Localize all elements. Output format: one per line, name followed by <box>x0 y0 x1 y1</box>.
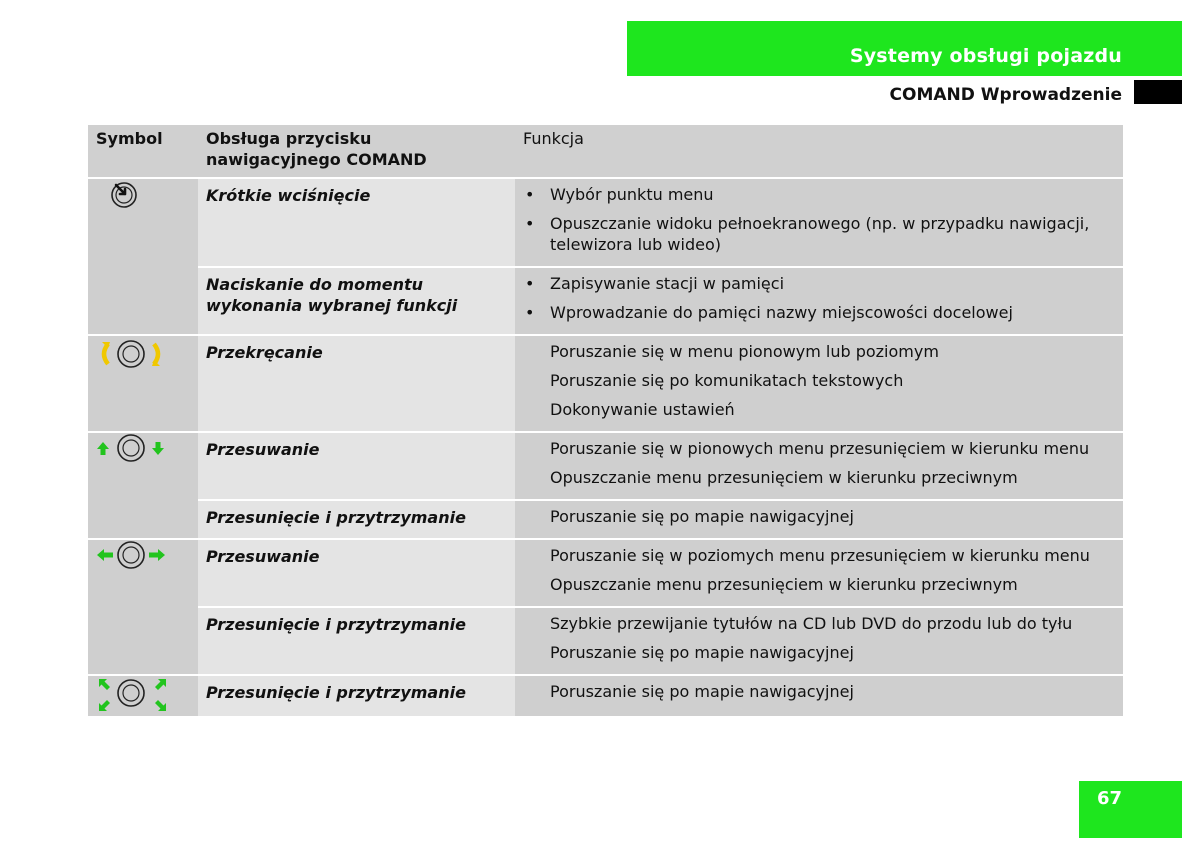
function-item: Opuszczanie menu przesunięciem w kierunku przeciwnym <box>550 575 1018 594</box>
function-item: • Zapisywanie stacji w pamięci <box>523 272 1115 301</box>
table-row <box>88 335 1123 432</box>
controller-table <box>88 125 1123 716</box>
column-header-symbol: Symbol <box>96 129 163 148</box>
table-row <box>88 267 1123 335</box>
column-header-function: Funkcja <box>523 129 584 148</box>
operation-label: Naciskanie do momentu wykonania wybranej funkcji <box>206 275 458 315</box>
operation-label: Przesuwanie <box>206 547 320 566</box>
column-header-operation: Obsługa przycisku nawigacyjnego COMAND <box>206 129 427 169</box>
section-header-bar <box>627 21 1182 76</box>
operation-label: Przesunięcie i przytrzymanie <box>206 508 466 527</box>
table-row <box>88 675 1123 716</box>
function-item: Poruszanie się po mapie nawigacyjnej <box>550 643 854 662</box>
subsection-title: COMAND Wprowadzenie <box>889 85 1122 105</box>
rotate-icon <box>88 336 198 372</box>
function-item: • Wprowadzanie do pamięci nazwy miejscowości docelowej <box>523 301 1115 330</box>
function-item: Poruszanie się w pionowych menu przesunięciem w kierunku menu <box>550 439 1090 458</box>
press-icon <box>88 179 198 215</box>
table-header-row <box>88 125 1123 178</box>
function-item: Szybkie przewijanie tytułów na CD lub DVD do przodu lub do tyłu <box>550 614 1073 633</box>
function-item: • Opuszczanie widoku pełnoekranowego (np. w przypadku nawigacji, telewizora lub wideo) <box>523 212 1115 262</box>
function-item: Poruszanie się po mapie nawigacyjnej <box>550 507 854 526</box>
table-row <box>88 607 1123 675</box>
section-title: Systemy obsługi pojazdu <box>849 45 1122 67</box>
slide-horizontal-icon <box>88 540 198 576</box>
header-marker <box>1134 80 1182 104</box>
function-item: Poruszanie się po komunikatach tekstowych <box>550 371 904 390</box>
slide-vertical-icon <box>88 433 198 469</box>
page-number: 67 <box>1097 788 1123 809</box>
operation-label: Przesunięcie i przytrzymanie <box>206 615 466 634</box>
table-row <box>88 432 1123 500</box>
function-item: Poruszanie się w poziomych menu przesunięciem w kierunku menu <box>550 546 1090 565</box>
page-number-box <box>1079 781 1182 838</box>
table-row <box>88 178 1123 267</box>
slide-diagonal-icon <box>88 676 198 716</box>
operation-label: Krótkie wciśnięcie <box>206 186 371 205</box>
function-item: Opuszczanie menu przesunięciem w kierunku przeciwnym <box>550 468 1018 487</box>
function-item: Dokonywanie ustawień <box>550 400 735 419</box>
operation-label: Przesunięcie i przytrzymanie <box>206 683 466 702</box>
operation-label: Przekręcanie <box>206 343 323 362</box>
operation-label: Przesuwanie <box>206 440 320 459</box>
function-item: Poruszanie się po mapie nawigacyjnej <box>550 682 854 701</box>
function-item: Poruszanie się w menu pionowym lub poziomym <box>550 342 939 361</box>
function-item: • Wybór punktu menu <box>523 183 1115 212</box>
table-row <box>88 539 1123 607</box>
table-row <box>88 500 1123 539</box>
